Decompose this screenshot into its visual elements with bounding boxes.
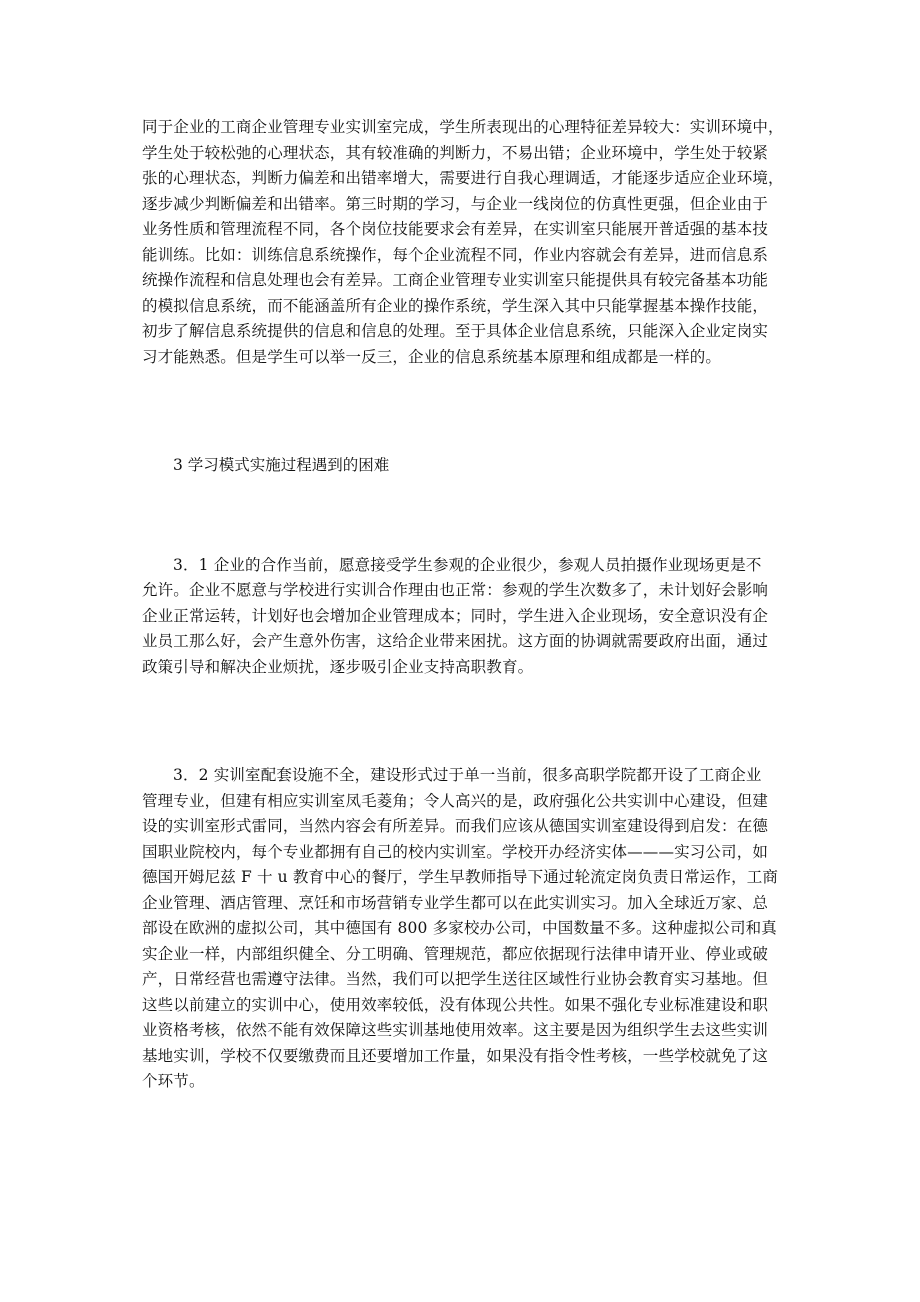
- text-line: 业员工那么好，会产生意外伤害，这给企业带来困扰。这方面的协调就需要政府出面，通过: [142, 632, 769, 650]
- text-line: 国职业院校内，每个专业都拥有自己的校内实训室。学校开办经济实体———实习公司，如: [142, 843, 769, 861]
- text-line: 个环节。: [142, 1072, 205, 1090]
- text-line: 统操作流程和信息处理也会有差异。工商企业管理专业实训室只能提供具有较完备基本功能: [142, 271, 769, 289]
- section-heading: 3 学习模式实施过程遇到的困难: [173, 456, 390, 474]
- text-line: 能训练。比如：训练信息系统操作，每个企业流程不同，作业内容就会有差异，进而信息系: [142, 246, 769, 264]
- text-line: 的模拟信息系统，而不能涵盖所有企业的操作系统，学生深入其中只能掌握基本操作技能，: [142, 297, 769, 315]
- text-line: 企业管理、酒店管理、烹饪和市场营销专业学生都可以在此实训实习。加入全球近万家、总: [142, 894, 769, 912]
- text-line: 德国开姆尼兹 F 十 u 教育中心的餐厅，学生早教师指导下通过轮流定岗负责日常运作，工商: [142, 868, 779, 886]
- text-line: 政策引导和解决企业烦扰，逐步吸引企业支持高职教育。: [142, 658, 534, 676]
- text-line: 初步了解信息系统提供的信息和信息的处理。至于具体企业信息系统，只能深入企业定岗实: [142, 322, 769, 340]
- text-line: 实企业一样，内部组织健全、分工明确、管理规范，都应依据现行法律申请开业、停业或破: [142, 945, 769, 963]
- text-line: 产，日常经营也需遵守法律。当然，我们可以把学生送往区域性行业协会教育实习基地。但: [142, 970, 769, 988]
- text-line: 企业正常运转，计划好也会增加企业管理成本；同时，学生进入企业现场，安全意识没有企: [142, 607, 769, 625]
- text-line: 允许。企业不愿意与学校进行实训合作理由也正常：参观的学生次数多了，未计划好会影响: [142, 581, 769, 599]
- text-line: 这些以前建立的实训中心，使用效率较低，没有体现公共性。如果不强化专业标准建设和职: [142, 996, 769, 1014]
- text-line: 业务性质和管理流程不同，各个岗位技能要求会有差异，在实训室只能展开普适强的基本技: [142, 220, 769, 238]
- text-line: 设的实训室形式雷同，当然内容会有所差异。而我们应该从德国实训室建设得到启发：在德: [142, 817, 769, 835]
- text-line: 3．1 企业的合作当前，愿意接受学生参观的企业很少，参观人员拍摄作业现场更是不: [173, 556, 762, 574]
- text-line: 部设在欧洲的虚拟公司，其中德国有 800 多家校办公司，中国数量不多。这种虚拟公司和真: [142, 919, 777, 937]
- text-line: 张的心理状态，判断力偏差和出错率增大，需要进行自我心理调适，才能逐步适应企业环境，: [142, 169, 784, 187]
- text-line: 学生处于较松弛的心理状态，其有较准确的判断力，不易出错；企业环境中，学生处于较紧: [142, 144, 769, 162]
- text-line: 习才能熟悉。但是学生可以举一反三，企业的信息系统基本原理和组成都是一样的。: [142, 348, 722, 366]
- text-line: 同于企业的工商企业管理专业实训室完成，学生所表现出的心理特征差异较大：实训环境中，: [142, 118, 784, 136]
- text-line: 逐步减少判断偏差和出错率。第三时期的学习，与企业一线岗位的仿真性更强，但企业由于: [142, 195, 769, 213]
- text-line: 基地实训，学校不仅要缴费而且还要增加工作量，如果没有指令性考核，一些学校就免了这: [142, 1047, 769, 1065]
- text-line: 管理专业，但建有相应实训室凤毛菱角；令人高兴的是，政府强化公共实训中心建设，但建: [142, 792, 769, 810]
- text-line: 业资格考核，依然不能有效保障这些实训基地使用效率。这主要是因为组织学生去这些实训: [142, 1021, 769, 1039]
- text-line: 3．2 实训室配套设施不全，建设形式过于单一当前，很多高职学院都开设了工商企业: [173, 766, 762, 784]
